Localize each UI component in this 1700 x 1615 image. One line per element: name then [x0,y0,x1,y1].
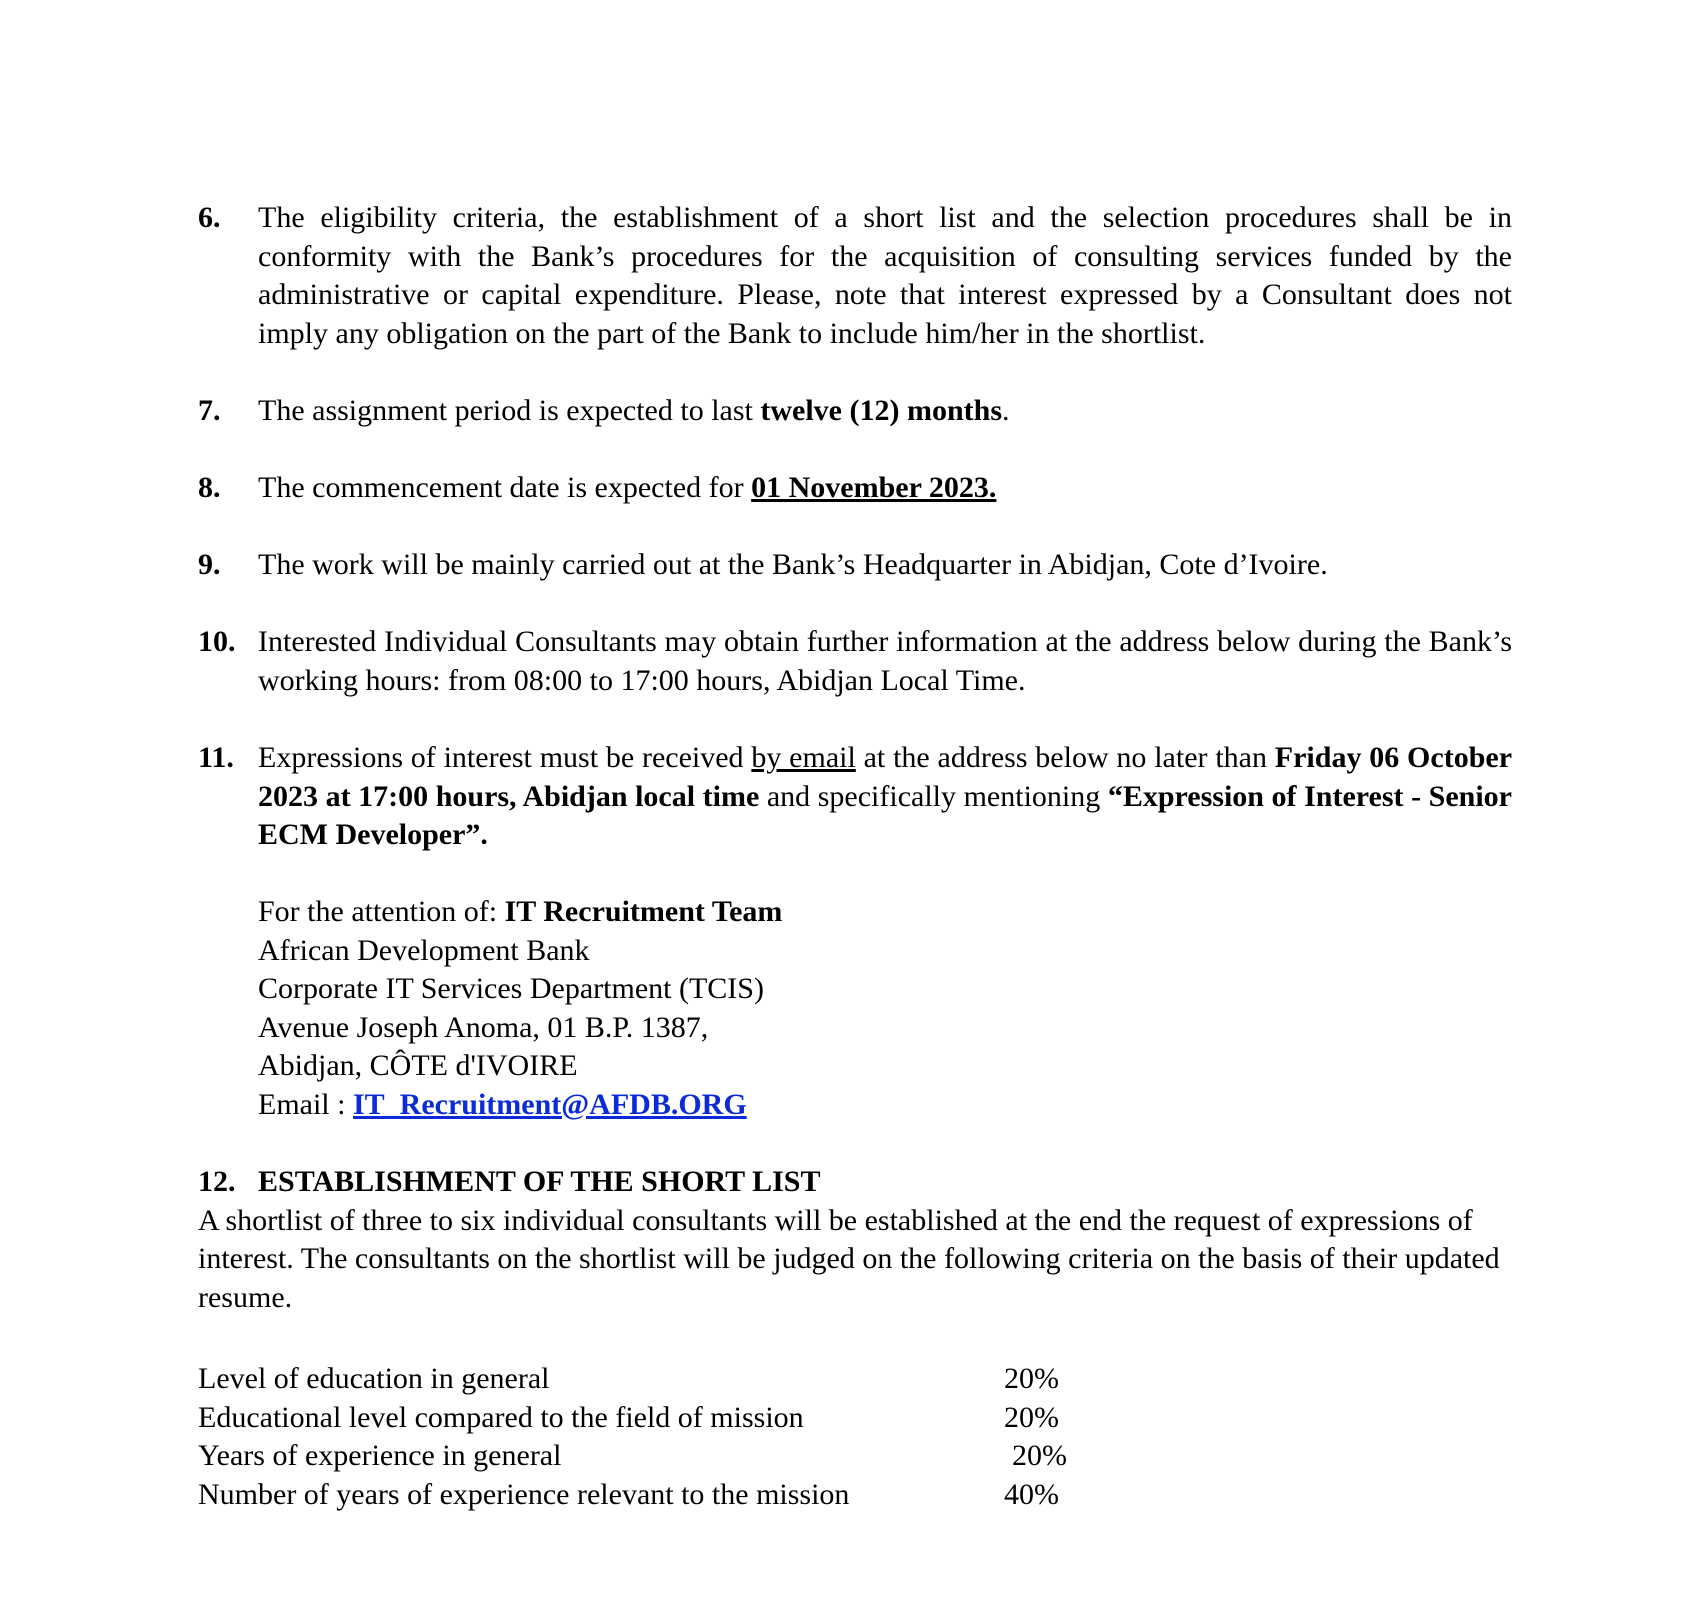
item-text-before: The commencement date is expected for [258,471,752,504]
item-text: The eligibility criteria, the establishment of a short list and the selection procedures shall be in conformity with the Bank’s procedures for the acquisition of consulting services funded by the administrative or capital expenditure. Please, note that interest expressed by a Consultant does not imply any obligation on the part of the Bank to include him/her in the shortlist. [258,201,1512,350]
criteria-weight: 20% [1004,1362,1059,1395]
deadline-text: Friday 06 October 2023 at 17:00 hours, Abidjan local time [258,741,1513,813]
section-title: ESTABLISHMENT OF THE SHORT LIST [258,1165,821,1198]
item-number: 9. [198,548,221,581]
list-item-10 [198,623,1512,700]
criteria-label: Educational level compared to the field of mission [198,1400,804,1434]
item-text-mid2: and specifically mentioning [759,779,1108,813]
address-line: Avenue Joseph Anoma, 01 B.P. 1387, [258,1010,709,1044]
item-number: 10. [198,625,236,658]
shortlist-section [198,1163,1518,1317]
section-paragraph: A shortlist of three to six individual consultants will be established at the end the request of expressions of interest. The consultants on the shortlist will be judged on the following criteria on the basis of their updated resume. [198,1203,1500,1314]
item-text: The work will be mainly carried out at the Bank’s Headquarter in Abidjan, Cote d’Ivoire. [258,548,1328,581]
list-item-8 [198,469,1512,508]
list-item-9 [198,546,1512,585]
list-item-7 [198,392,1512,431]
address-block [258,893,782,1124]
attention-name: IT Recruitment Team [504,895,783,928]
commencement-date: 01 November 2023. [751,471,997,504]
criteria-label: Number of years of experience relevant to the mission [198,1477,850,1511]
section-number: 12. [198,1165,236,1198]
item-number: 8. [198,471,221,504]
item-number: 7. [198,394,221,427]
assignment-duration: twelve (12) months [760,394,1003,427]
attention-prefix: For the attention of: [258,895,505,928]
email-prefix: Email : [258,1087,353,1121]
address-line: Corporate IT Services Department (TCIS) [258,972,764,1005]
item-text [258,392,1512,431]
item-number: 6. [198,201,221,234]
email-subject-text: “Expression of Interest - Senior ECM Developer”. [258,779,1512,851]
item-number: 11. [198,741,234,774]
email-link[interactable]: IT_Recruitment@AFDB.ORG [352,1087,747,1121]
criteria-weight: 20% [1004,1400,1059,1434]
item-text: Interested Individual Consultants may obtain further information at the address below during the Bank’s working hours: from 08:00 to 17:00 hours, Abidjan Local Time. [258,625,1512,697]
criteria-label: Level of education in general [198,1362,550,1395]
item-text-before: Expressions of interest must be received [258,741,752,774]
item-text-mid: at the address below no later than [855,741,1275,774]
item-text-before: The assignment period is expected to last [258,394,761,427]
criteria-weight: 40% [1004,1477,1059,1511]
attention-line [258,893,782,932]
criteria-label: Years of experience in general [198,1439,562,1472]
item-text-after: . [1002,394,1010,427]
address-line: African Development Bank [258,933,590,967]
item-text [258,739,1512,855]
email-line [258,1086,782,1125]
item-text [258,469,1512,508]
list-item-11 [198,739,1512,855]
section-heading [198,1163,1518,1202]
criteria-weight: 20% [1012,1439,1067,1472]
address-line: Abidjan, CÔTE d'IVOIRE [258,1049,578,1082]
by-email-text: by email [751,741,856,774]
list-item-6 [198,199,1512,353]
